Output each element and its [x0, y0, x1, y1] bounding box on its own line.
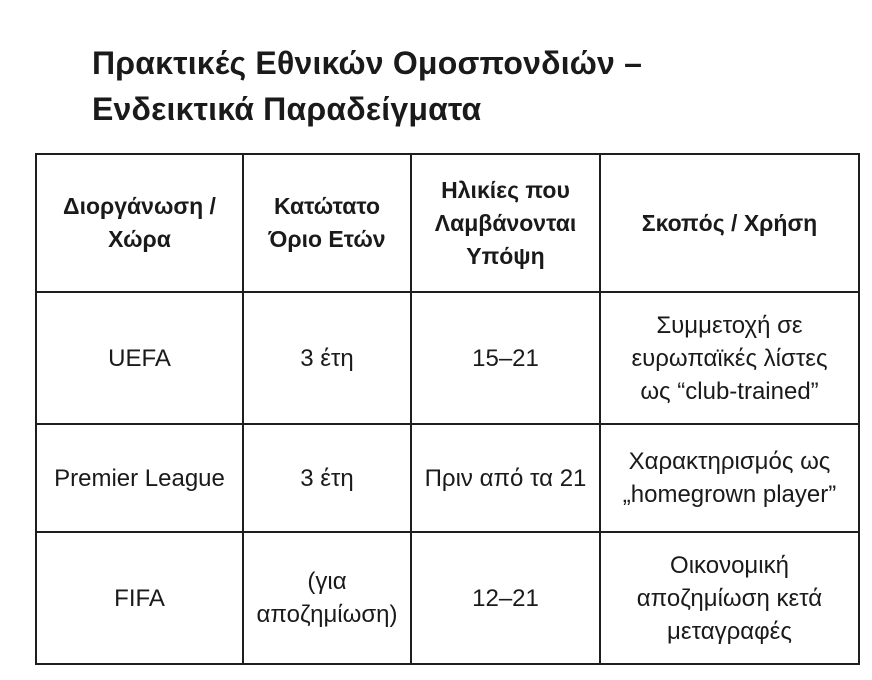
cell-text: αποζημίωση) — [256, 601, 398, 628]
cell-ages — [411, 424, 600, 532]
cell-text: Χαρακτηρισμός ως — [628, 448, 831, 475]
header-organization — [36, 154, 243, 292]
cell-text: αποζημίωση κετά — [636, 584, 823, 612]
cell-minimum-years — [243, 424, 411, 532]
cell-ages — [411, 532, 600, 664]
cell-purpose — [600, 532, 859, 664]
cell-text: Premier League — [54, 464, 225, 492]
table-row — [36, 532, 859, 664]
header-text: Ηλικίες που — [441, 176, 570, 203]
table-row — [36, 424, 859, 532]
federation-practices-table — [35, 153, 860, 665]
cell-minimum-years — [243, 532, 411, 664]
header-text: Χώρα — [108, 226, 171, 252]
header-ages-considered — [411, 154, 600, 292]
cell-text: ως “club-trained” — [640, 377, 819, 405]
table-row — [36, 292, 859, 424]
cell-text: 12–21 — [472, 584, 539, 612]
cell-text: 15–21 — [472, 344, 539, 372]
header-text: Κατώτατο — [273, 193, 381, 219]
header-text: Διοργάνωση / — [63, 193, 216, 219]
cell-text: 3 έτη — [300, 464, 354, 492]
page-title-line-1: Πρακτικές Εθνικών Ομοσπονδιών – — [92, 45, 643, 81]
cell-text: „homegrown player” — [622, 481, 837, 508]
cell-text: ευρωπαϊκές λίστες — [631, 344, 828, 372]
table-header-row — [36, 154, 859, 292]
cell-text: (για — [307, 568, 347, 595]
cell-text: 3 έτη — [300, 344, 354, 372]
page-title — [92, 40, 832, 132]
cell-text: μεταγραφές — [667, 617, 792, 645]
cell-minimum-years — [243, 292, 411, 424]
page-title-line-2: Ενδεικτικά Παραδείγματα — [92, 91, 482, 127]
cell-purpose — [600, 292, 859, 424]
header-minimum-years — [243, 154, 411, 292]
cell-purpose — [600, 424, 859, 532]
cell-ages — [411, 292, 600, 424]
header-text: Όριο Ετών — [268, 226, 386, 252]
header-purpose — [600, 154, 859, 292]
cell-organization — [36, 532, 243, 664]
header-text: Σκοπός / Χρήση — [641, 209, 818, 236]
cell-organization — [36, 424, 243, 532]
cell-text: Συμμετοχή σε — [656, 311, 803, 339]
cell-organization — [36, 292, 243, 424]
header-text: Υπόψη — [466, 242, 545, 269]
cell-text: Πριν από τα 21 — [424, 464, 587, 492]
header-text: Λαμβάνονται — [434, 209, 577, 236]
cell-text: FIFA — [114, 584, 165, 612]
cell-text: Οικονομική — [670, 551, 789, 579]
cell-text: UEFA — [108, 344, 171, 372]
